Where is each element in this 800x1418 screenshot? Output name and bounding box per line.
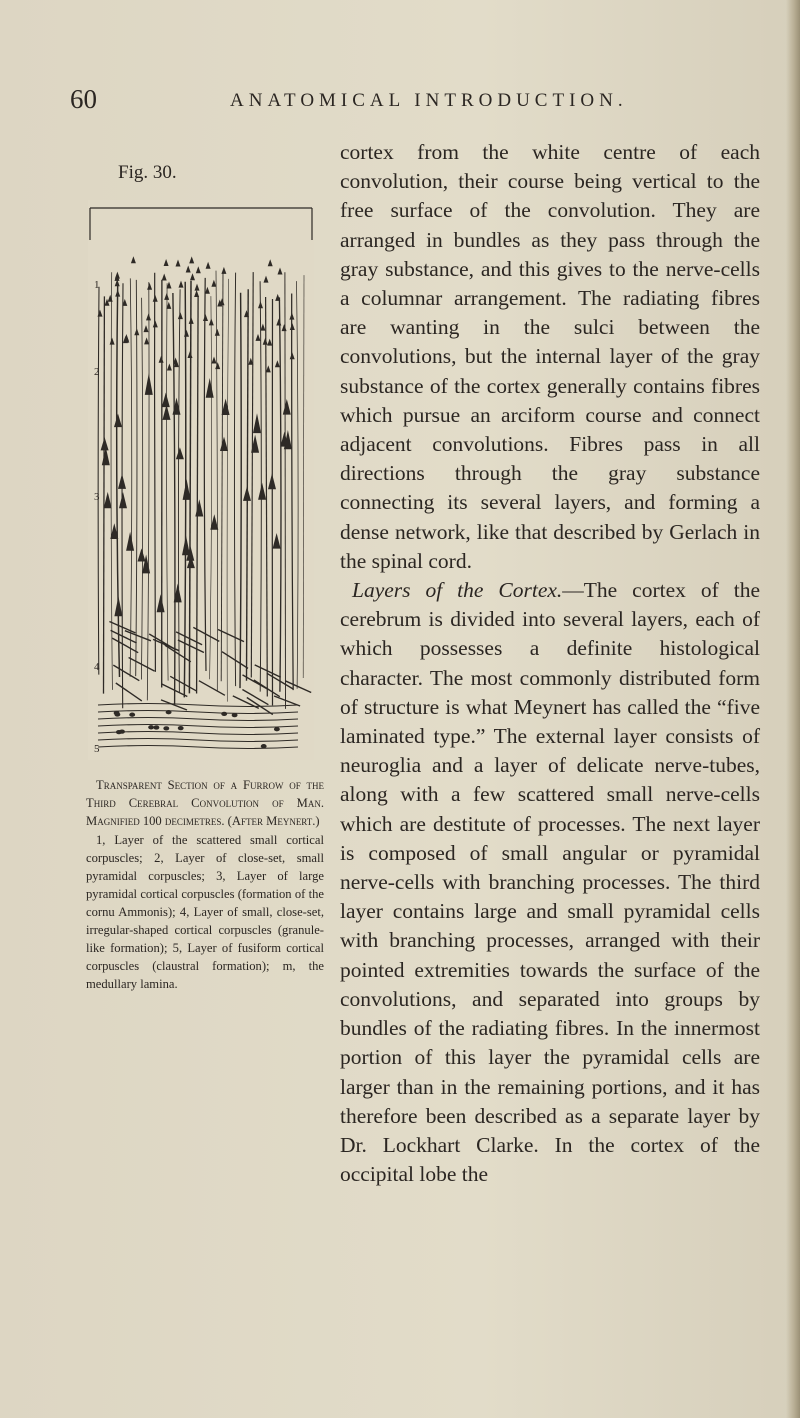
caption-body: 1, Layer of the scattered small cortical corpuscles; 2, Layer of close-set, small pyramidal corpuscles; 3, Layer of large pyramidal cortical corpuscles (formation of the cornu Ammonis); 4, Layer of small, close-set, irregular-shaped cortical corpuscles (granule-like formation); 5, Layer of fusiform cortical corpuscles (claustral formation); m, the medullary lamina. — [86, 833, 324, 991]
running-head — [70, 84, 770, 116]
radiating-fibre — [285, 272, 286, 709]
page-number: 60 — [70, 84, 97, 114]
layer-number-5: 5 — [94, 743, 100, 755]
lamina-nucleus — [164, 727, 169, 730]
caption-title: Transparent Section of a Furrow of the Third Cerebral Convolution of Man. Magnified 100 decimetres. (After Meynert.) — [86, 778, 324, 828]
lamina-nucleus — [222, 712, 227, 715]
lamina-nucleus — [166, 711, 171, 714]
lamina-nucleus — [117, 731, 122, 734]
lamina-nucleus — [261, 745, 266, 748]
cortex-section-figure — [88, 200, 314, 760]
body-text — [340, 138, 760, 1189]
lamina-nucleus — [114, 711, 119, 714]
lamina-nucleus — [232, 714, 237, 717]
layer-number-3: 3 — [94, 491, 100, 503]
layer-number-4: 4 — [94, 661, 100, 673]
paragraph-1: cortex from the white centre of each convolution, their course being vertical to the free surface of the convolution. They are arranged in bundles as they pass through the gray substance, and this gives to the nerve-cells a columnar arrangement. The radiating fibres are wanting in the sulci between the convolutions, but the internal layer of the gray substance of the cortex generally contains fibres which pursue an arciform course and connect adjacent convolutions. Fibres pass in all directions through the gray substance connecting its several layers, and forming a dense network, like that described by Gerlach in the spinal cord. — [340, 140, 760, 573]
paragraph-2 — [340, 576, 760, 1189]
radiating-fibre — [104, 296, 105, 693]
figure-caption — [86, 776, 324, 993]
lamina-nucleus — [154, 726, 159, 729]
lamina-nucleus — [275, 728, 280, 731]
cortex-section-illustration — [88, 200, 314, 760]
running-title: ANATOMICAL INTRODUCTION. — [230, 90, 628, 111]
lamina-nucleus — [178, 727, 183, 730]
page-edge-shadow — [786, 0, 800, 1418]
figure-label: Fig. 30. — [118, 162, 177, 183]
section-heading-layers-of-cortex: Layers of the Cortex. — [352, 578, 563, 603]
layer-number-1: 1 — [94, 279, 100, 291]
lamina-nucleus — [130, 713, 135, 716]
lamina-nucleus — [149, 726, 154, 729]
layer-number-2: 2 — [94, 366, 100, 378]
paragraph-2-text: —The cortex of the cerebrum is divided into several layers, each of which possesses a definite histological character. The most commonly distributed form of structure is what Meynert has called the “five laminated type.” The external layer consists of neuroglia and a layer of delicate nerve-tubes, along with a few scattered small nerve-cells which are destitute of processes. The next layer is composed of small angular or pyramidal nerve-cells with branching processes. The third layer contains large and small pyramidal cells with branching processes, arranged with their pointed extremities towards the surface of the convolutions, and separated into groups by bundles of the radiating fibres. In the innermost portion of this layer the pyramidal cells are larger than in the remaining portions, and it has therefore been described as a separate layer by Dr. Lockhart Clarke. In the cortex of the occipital lobe the — [340, 578, 760, 1187]
